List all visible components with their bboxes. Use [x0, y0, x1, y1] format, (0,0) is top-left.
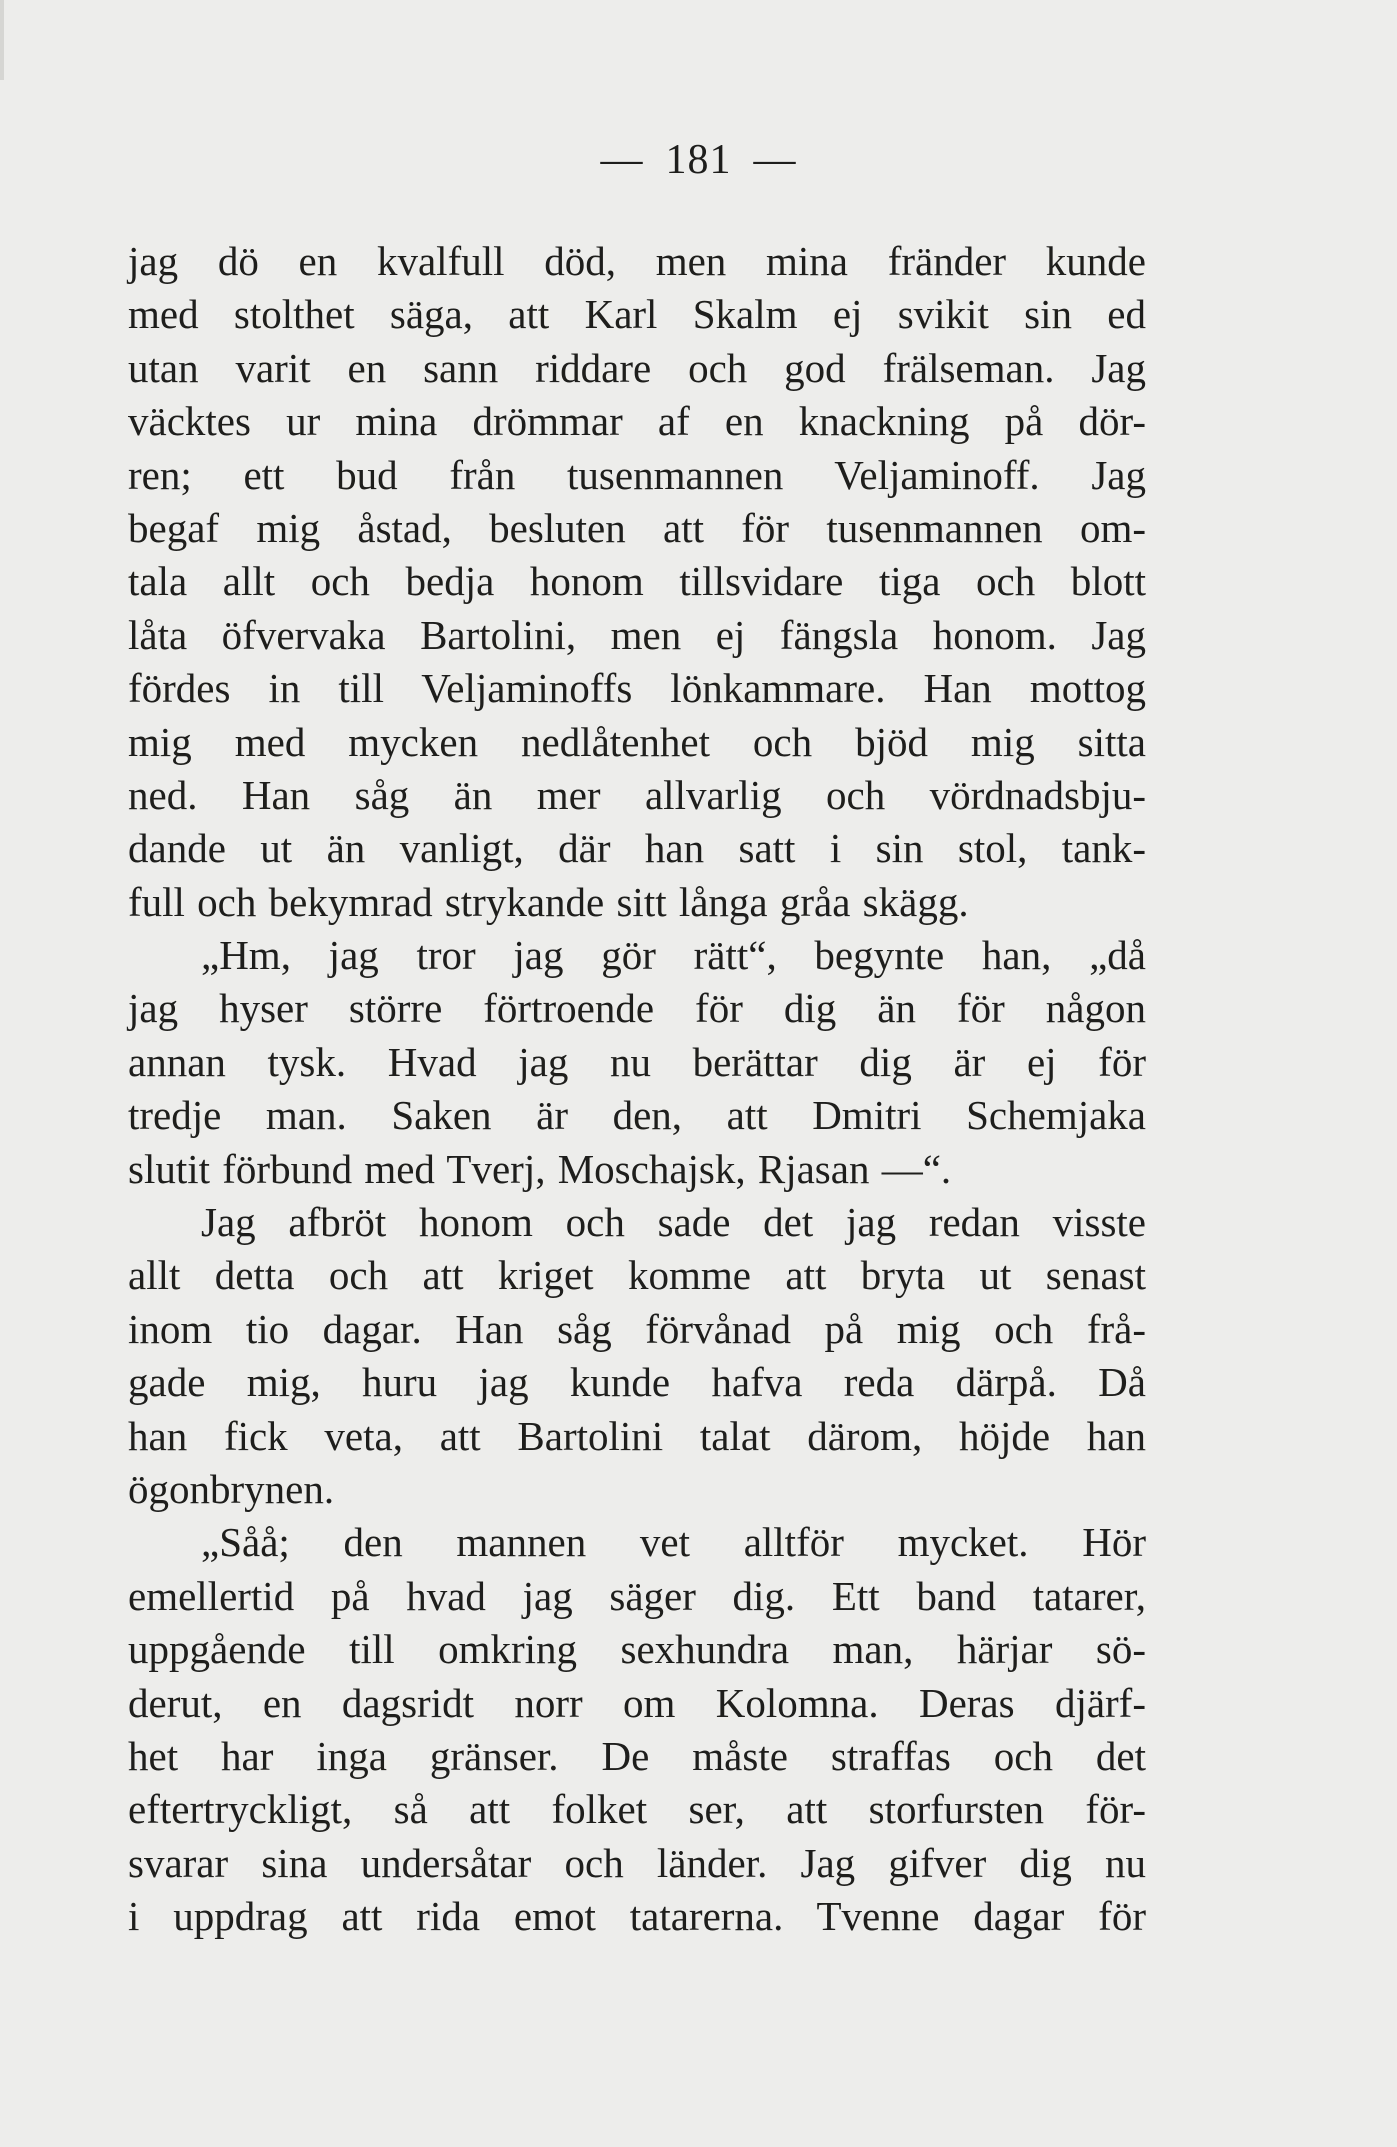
header-dash-left: — [600, 137, 644, 183]
text-line: allt detta och att kriget komme att bryta ut senast [128, 1252, 1146, 1299]
text-line: dande ut än vanligt, där han satt i sin stol, tank- [128, 825, 1146, 872]
text-line: slutit förbund med Tverj, Moschajsk, Rjasan —“. [128, 1145, 952, 1192]
text-line: Jag afbröt honom och sade det jag redan visste [201, 1199, 1146, 1246]
body-text [128, 235, 1146, 1944]
text-line: emellertid på hvad jag säger dig. Ett band tatarer, [128, 1572, 1146, 1619]
text-line: med stolthet säga, att Karl Skalm ej svikit sin ed [128, 291, 1146, 338]
text-line: full och bekymrad strykande sitt långa gråa skägg. [128, 878, 969, 925]
text-line: jag hyser större förtroende för dig än för någon [128, 985, 1146, 1032]
text-line: mig med mycken nedlåtenhet och bjöd mig sitta [128, 718, 1146, 765]
text-line: han fick veta, att Bartolini talat därom, höjde han [128, 1412, 1146, 1459]
text-line: eftertryckligt, så att folket ser, att storfursten för- [128, 1786, 1146, 1833]
text-line: annan tysk. Hvad jag nu berättar dig är ej för [128, 1038, 1146, 1085]
text-line: uppgående till omkring sexhundra man, härjar sö- [128, 1626, 1146, 1673]
text-line: tala allt och bedja honom tillsvidare tiga och blott [128, 558, 1146, 605]
header-dash-right: — [753, 137, 797, 183]
text-line: ned. Han såg än mer allvarlig och vördnadsbju- [128, 771, 1146, 818]
text-line: ren; ett bud från tusenmannen Veljaminoff. Jag [128, 451, 1146, 498]
text-line: begaf mig åstad, besluten att för tusenmannen om- [128, 504, 1146, 551]
text-line: „Såå; den mannen vet alltför mycket. Hör [201, 1519, 1146, 1566]
text-line: fördes in till Veljaminoffs lönkammare. Han mottog [128, 665, 1146, 712]
text-line: het har inga gränser. De måste straffas och det [128, 1732, 1146, 1779]
page-edge-shadow [0, 0, 4, 80]
text-line: ögonbrynen. [128, 1465, 335, 1512]
text-line: „Hm, jag tror jag gör rätt“, begynte han, „då [201, 932, 1146, 979]
text-line: väcktes ur mina drömmar af en knackning på dör- [128, 398, 1146, 445]
text-line: inom tio dagar. Han såg förvånad på mig och frå- [128, 1305, 1146, 1352]
text-line: låta öfvervaka Bartolini, men ej fängsla honom. Jag [128, 611, 1146, 658]
page-number: 181 [665, 137, 732, 183]
text-line: derut, en dagsridt norr om Kolomna. Deras djärf- [128, 1679, 1146, 1726]
text-line: svarar sina undersåtar och länder. Jag gifver dig nu [128, 1839, 1146, 1886]
text-line: utan varit en sann riddare och god frälseman. Jag [128, 344, 1146, 391]
text-line: gade mig, huru jag kunde hafva reda därpå. Då [128, 1359, 1146, 1406]
text-line: i uppdrag att rida emot tatarerna. Tvenne dagar för [128, 1893, 1146, 1940]
page-number-header [0, 130, 1397, 190]
text-line: tredje man. Saken är den, att Dmitri Schemjaka [128, 1092, 1146, 1139]
text-line: jag dö en kvalfull död, men mina fränder kunde [128, 238, 1146, 284]
